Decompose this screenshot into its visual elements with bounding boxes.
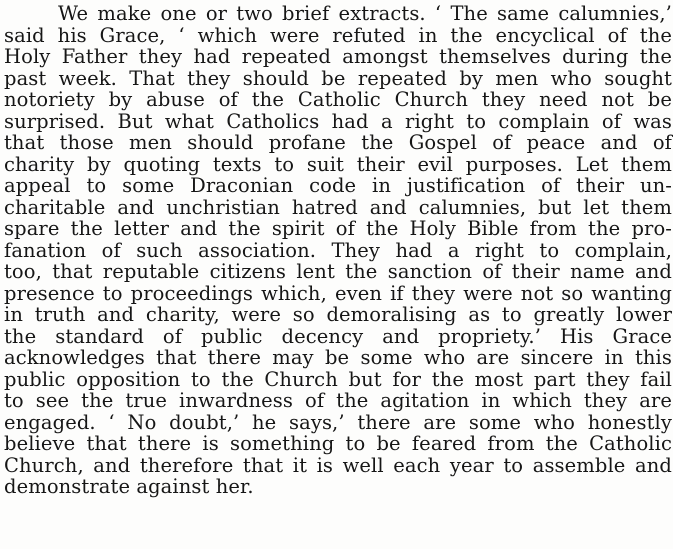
text-line: charitable and unchristian hatred and calumnies, but let them: [4, 195, 672, 219]
text-line: public opposition to the Church but for the most part they fail: [4, 367, 672, 391]
text-line: engaged. ‘ No doubt,’ he says,’ there are some who honestly: [4, 410, 672, 434]
text-line: believe that there is something to be feared from the Catholic: [4, 432, 672, 455]
text-line: charity by quoting texts to suit their evil purposes. Let them: [4, 152, 672, 176]
text-line: said his Grace, ‘ which were refuted in the encyclical of the: [4, 23, 672, 47]
text-line: Holy Father they had repeated amongst themselves during the: [4, 45, 672, 68]
article-paragraph: [4, 3, 672, 498]
text-line: too, that reputable citizens lent the sanction of their name and: [4, 260, 672, 283]
text-line: the standard of public decency and propriety.’ His Grace: [4, 324, 672, 348]
text-line: acknowledges that there may be some who are sincere in this: [4, 346, 672, 369]
text-line: that those men should profane the Gospel of peace and of: [4, 131, 672, 154]
text-line: notoriety by abuse of the Catholic Church they need not be: [4, 88, 672, 111]
text-line: We make one or two brief extracts. ‘ The same calumnies,’: [58, 2, 672, 25]
text-line: fanation of such association. They had a right to complain,: [4, 238, 672, 262]
text-line: appeal to some Draconian code in justification of their un-: [4, 174, 672, 197]
text-line: surprised. But what Catholics had a right to complain of was: [4, 109, 672, 133]
text-line: presence to proceedings which, even if they were not so wanting: [4, 281, 672, 305]
text-line: past week. That they should be repeated by men who sought: [4, 66, 672, 90]
text-line: spare the letter and the spirit of the Holy Bible from the pro-: [4, 217, 672, 240]
text-line: demonstrate against her.: [4, 475, 254, 498]
text-line: Church, and therefore that it is well each year to assemble and: [4, 453, 672, 477]
text-line: in truth and charity, were so demoralising as to greatly lower: [4, 303, 672, 326]
text-line: to see the true inwardness of the agitation in which they are: [4, 389, 672, 412]
